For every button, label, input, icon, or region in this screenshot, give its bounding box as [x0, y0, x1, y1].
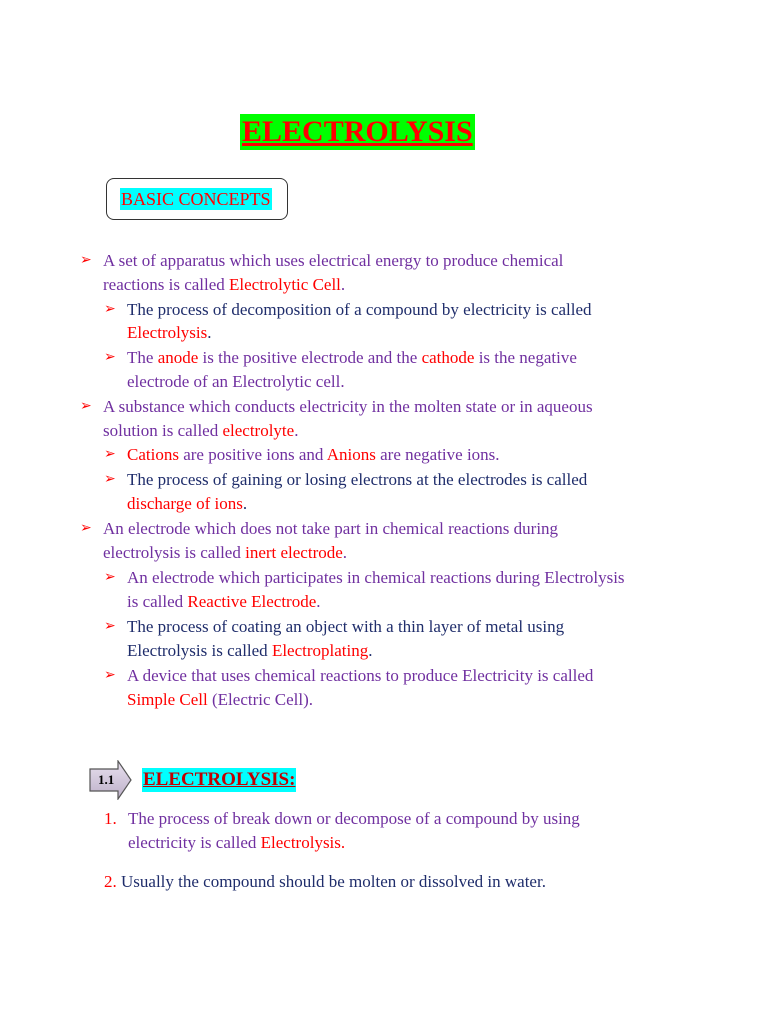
basic-concepts-label: BASIC CONCEPTS [121, 189, 271, 209]
term-electrolyte: electrolyte [222, 421, 295, 440]
section-title: ELECTROLYSIS: [143, 769, 296, 790]
arrow-bullet-icon: ➢ [104, 619, 116, 634]
arrow-bullet-icon: ➢ [104, 570, 116, 585]
page-title: ELECTROLYSIS [242, 115, 473, 148]
term-anode: anode [157, 348, 199, 367]
bullet-3-line-1: An electrode which does not take part in chemical reactions during [103, 519, 559, 538]
term-cathode: cathode [421, 348, 475, 367]
term-inert-electrode: inert electrode [245, 543, 343, 562]
bullet-2a-line-1: Cations are positive ions and Anions are negative ions. [127, 445, 500, 464]
item-2-line-1: Usually the compound should be molten or dissolved in water. [121, 872, 546, 891]
item-1-line-2: electricity is called Electrolysis. [128, 833, 346, 852]
bullet-1b-line-1: The anode is the positive electrode and the cathode is the negative [127, 348, 577, 367]
arrow-bullet-icon: ➢ [104, 668, 116, 683]
bullet-1a-line-2: Electrolysis. [127, 323, 212, 342]
bullet-2-line-2: solution is called electrolyte. [103, 421, 299, 440]
bullet-3b-line-2: Electrolysis is called Electroplating. [127, 641, 373, 660]
bullet-3a-line-2: is called Reactive Electrode. [127, 592, 321, 611]
bullet-2b-line-1: The process of gaining or losing electrons at the electrodes is called [127, 470, 588, 489]
term-simple-cell: Simple Cell [127, 690, 208, 709]
bullet-2-line-1: A substance which conducts electricity in the molten state or in aqueous [103, 397, 593, 416]
term-electrolysis: Electrolysis. [260, 833, 346, 852]
term-discharge-of-ions: discharge of ions [127, 494, 243, 513]
bullet-3b-line-1: The process of coating an object with a thin layer of metal using [127, 617, 565, 636]
section-number: 1.1 [98, 772, 115, 787]
item-number: 1. [104, 809, 117, 828]
arrow-bullet-icon: ➢ [80, 253, 92, 268]
bullet-3-line-2: electrolysis is called inert electrode. [103, 543, 348, 562]
item-number: 2. [104, 872, 117, 891]
term-electrolytic-cell: Electrolytic Cell [229, 275, 341, 294]
arrow-bullet-icon: ➢ [104, 447, 116, 462]
term-electrolysis: Electrolysis [127, 323, 208, 342]
arrow-bullet-icon: ➢ [80, 521, 92, 536]
item-1-line-1: The process of break down or decompose of a compound by using [128, 809, 580, 828]
term-electroplating: Electroplating [271, 641, 369, 660]
arrow-bullet-icon: ➢ [104, 302, 116, 317]
bullet-3c-line-2: Simple Cell (Electric Cell). [127, 690, 314, 709]
bullet-1-line-1: A set of apparatus which uses electrical energy to produce chemical [103, 251, 564, 270]
term-reactive-electrode: Reactive Electrode [187, 592, 317, 611]
arrow-bullet-icon: ➢ [104, 350, 116, 365]
arrow-bullet-icon: ➢ [80, 399, 92, 414]
bullet-3a-line-1: An electrode which participates in chemical reactions during Electrolysis [127, 568, 625, 587]
bullet-2b-line-2: discharge of ions. [127, 494, 248, 513]
bullet-1b-line-2: electrode of an Electrolytic cell. [127, 372, 345, 391]
bullet-1a-line-1: The process of decomposition of a compound by electricity is called [127, 300, 592, 319]
term-cations: Cations [127, 445, 179, 464]
bullet-3c-line-1: A device that uses chemical reactions to produce Electricity is called [127, 666, 594, 685]
term-anions: Anions [326, 445, 376, 464]
bullet-1-line-2: reactions is called Electrolytic Cell. [103, 275, 346, 294]
arrow-bullet-icon: ➢ [104, 472, 116, 487]
